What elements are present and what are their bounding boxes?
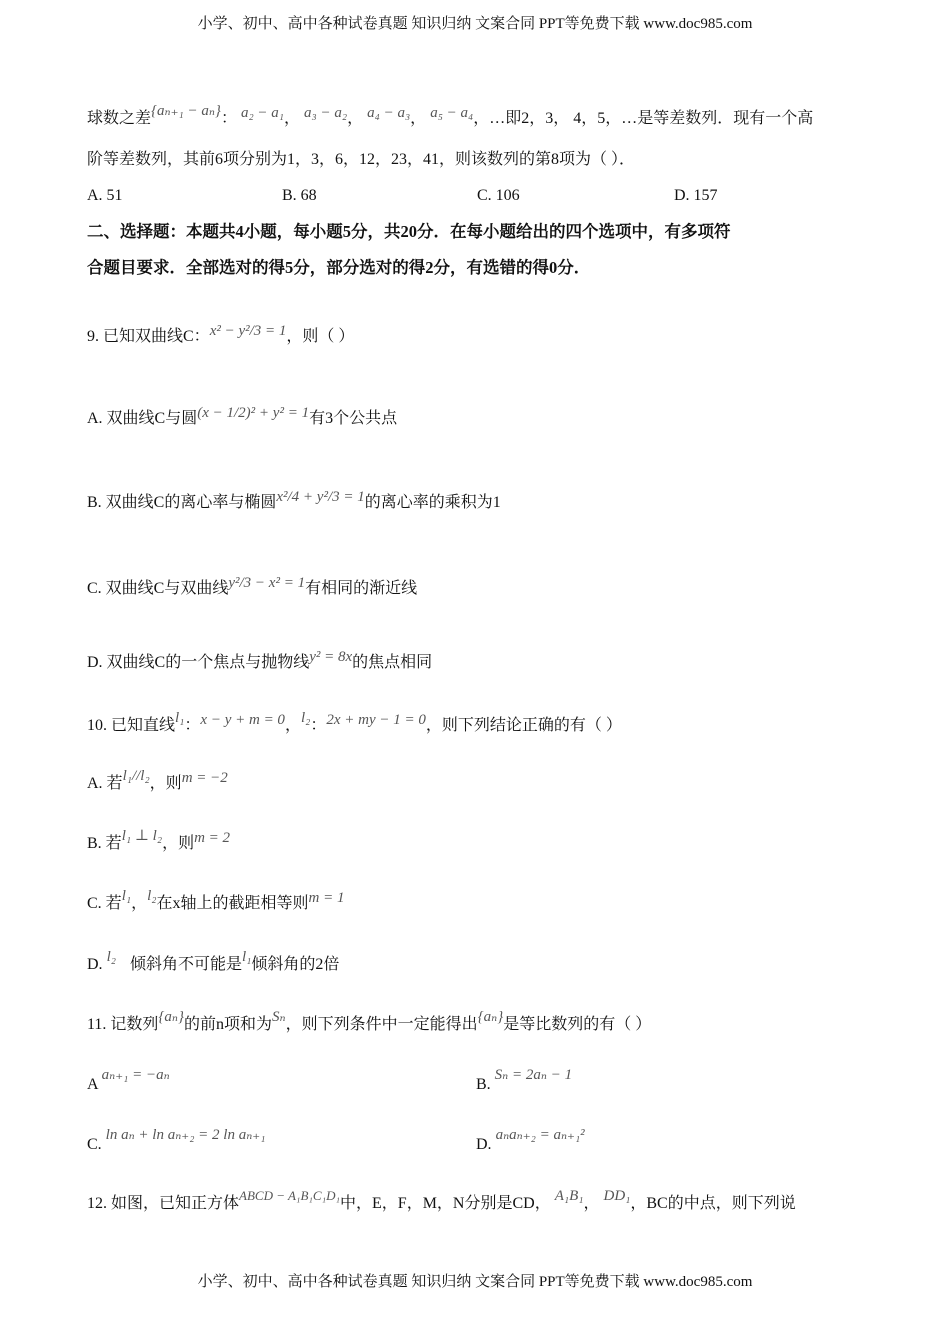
math: DD₁ — [603, 1188, 631, 1204]
option-b: B. 68 — [282, 187, 317, 204]
text: ： — [184, 717, 201, 734]
text: ， — [131, 895, 148, 912]
q9-option-b — [87, 487, 501, 513]
math: x − y + m = 0 — [200, 712, 285, 728]
text: ，则下列结论正确的有（ ） — [425, 717, 622, 734]
text: 9. 已知双曲线C： — [87, 328, 210, 345]
math: a₃ − a₂ — [304, 105, 348, 121]
section2-heading-1: 二、选择题：本题共4小题，每小题5分，共20分．在每小题给出的四个选项中，有多项符 — [87, 222, 731, 241]
math: aₙaₙ₊₂ = aₙ₊₁² — [495, 1127, 585, 1143]
q8-line1 — [87, 101, 813, 129]
q9-stem — [87, 321, 354, 347]
text: ： — [310, 717, 327, 734]
q11-stem — [87, 1007, 651, 1035]
math: x²/4 + y²/3 = 1 — [276, 489, 365, 505]
text: D. 双曲线C的一个焦点与抛物线 — [87, 654, 310, 671]
math: Sₙ = 2aₙ − 1 — [494, 1067, 573, 1083]
text: A. 双曲线C与圆 — [87, 410, 198, 427]
math: x² − y²/3 = 1 — [209, 323, 287, 339]
math: y²/3 − x² = 1 — [228, 575, 306, 591]
math: a₅ − a₄ — [430, 105, 474, 121]
text: C. 若 — [87, 895, 122, 912]
q10-option-a — [87, 766, 228, 794]
q9-option-a — [87, 403, 397, 429]
math: l₁ — [175, 710, 185, 726]
text: 在x轴上的截距相等则 — [156, 895, 309, 912]
text: ， — [410, 110, 427, 127]
math: l₂ — [300, 710, 311, 726]
text: B. — [476, 1076, 491, 1093]
math: l₁//l₂ — [122, 768, 150, 784]
text: 的前n项和为 — [184, 1016, 273, 1033]
text: 的焦点相同 — [352, 654, 433, 671]
math: ln aₙ + ln aₙ₊₂ = 2 ln aₙ₊₁ — [105, 1127, 266, 1143]
text: C. — [87, 1136, 102, 1153]
option-d: D. 157 — [674, 187, 718, 204]
text: ，则下列条件中一定能得出 — [285, 1016, 478, 1033]
text: B. 双曲线C的离心率与椭圆 — [87, 494, 277, 511]
text: ： — [220, 110, 237, 127]
math: aₙ₊₁ = −aₙ — [101, 1067, 170, 1083]
text: ，则 — [149, 775, 182, 792]
math: {aₙ} — [477, 1009, 504, 1025]
text: A. 若 — [87, 775, 123, 792]
q11-option-b — [476, 1065, 572, 1095]
math: a₂ − a₁ — [240, 105, 285, 121]
math: y² = 8x — [309, 649, 353, 665]
q10-option-b — [87, 826, 230, 854]
math: l₁ — [121, 888, 132, 904]
math: a₄ − a₃ — [367, 105, 411, 121]
text: ，BC的中点，则下列说 — [630, 1195, 796, 1212]
q9-option-d — [87, 647, 432, 673]
text: 12. 如图，已知正方体 — [87, 1195, 240, 1212]
option-c: C. 106 — [477, 187, 520, 204]
text: C. 双曲线C与双曲线 — [87, 580, 229, 597]
math: Sₙ — [272, 1009, 286, 1025]
text: A — [87, 1076, 98, 1093]
math: 2x + my − 1 = 0 — [326, 712, 426, 728]
math: m = 1 — [308, 890, 345, 906]
text: D. — [476, 1136, 492, 1153]
text: 倾斜角不可能是 — [129, 956, 242, 973]
q11-option-c — [87, 1125, 265, 1155]
text: ，…即2，3， 4，5，…是等差数列．现有一个高 — [473, 110, 814, 127]
math: ABCD − A₁B₁C₁D₁ — [239, 1188, 341, 1203]
text: ， — [284, 110, 301, 127]
text: ，则（ ） — [286, 328, 355, 345]
q12-stem — [87, 1186, 796, 1214]
math: l₂ — [106, 949, 116, 965]
text: 有3个公共点 — [309, 410, 398, 427]
text: B. 若 — [87, 835, 122, 852]
q8-options — [87, 186, 718, 206]
text: 10. 已知直线 — [87, 717, 176, 734]
option-a: A. 51 — [87, 187, 123, 204]
math: m = 2 — [194, 830, 231, 846]
text: ，则 — [162, 835, 195, 852]
q10-option-d — [87, 947, 339, 975]
math: l₂ — [147, 888, 157, 904]
q11-option-d — [476, 1125, 585, 1155]
section2-heading-2: 合题目要求．全部选对的得5分，部分选对的得2分，有选错的得0分． — [87, 258, 591, 277]
text: 中，E，F，M，N分别是CD， — [340, 1195, 551, 1212]
math: {aₙ} — [158, 1009, 184, 1025]
q8-line2: 阶等差数列，其前6项分别为1，3，6，12，23，41，则该数列的第8项为（ ）． — [87, 151, 636, 168]
text: ， — [284, 717, 301, 734]
text: 倾斜角的2倍 — [251, 956, 340, 973]
q10-stem — [87, 708, 622, 736]
text: 是等比数列的有（ ） — [503, 1016, 652, 1033]
text: 球数之差 — [87, 110, 152, 127]
text: 的离心率的乘积为1 — [364, 494, 501, 511]
q9-option-c — [87, 573, 417, 599]
q10-option-c — [87, 886, 344, 914]
page-footer: 小学、初中、高中各种试卷真题 知识归纳 文案合同 PPT等免费下载 www.doc985.com — [197, 1274, 753, 1290]
math: (x − 1/2)² + y² = 1 — [197, 405, 310, 421]
text: ， — [583, 1195, 600, 1212]
q11-option-a — [87, 1065, 170, 1095]
text: ， — [347, 110, 364, 127]
text: D. — [87, 956, 103, 973]
math: A₁B₁ — [554, 1188, 584, 1204]
math: l₁ ⊥ l₂ — [121, 828, 163, 844]
math: {aₙ₊₁ − aₙ} — [151, 103, 221, 119]
math: m = −2 — [181, 770, 228, 786]
text: 11. 记数列 — [87, 1016, 159, 1033]
page-header: 小学、初中、高中各种试卷真题 知识归纳 文案合同 PPT等免费下载 www.doc985.com — [197, 16, 753, 32]
text: 有相同的渐近线 — [305, 580, 418, 597]
math: l₁ — [241, 949, 252, 965]
